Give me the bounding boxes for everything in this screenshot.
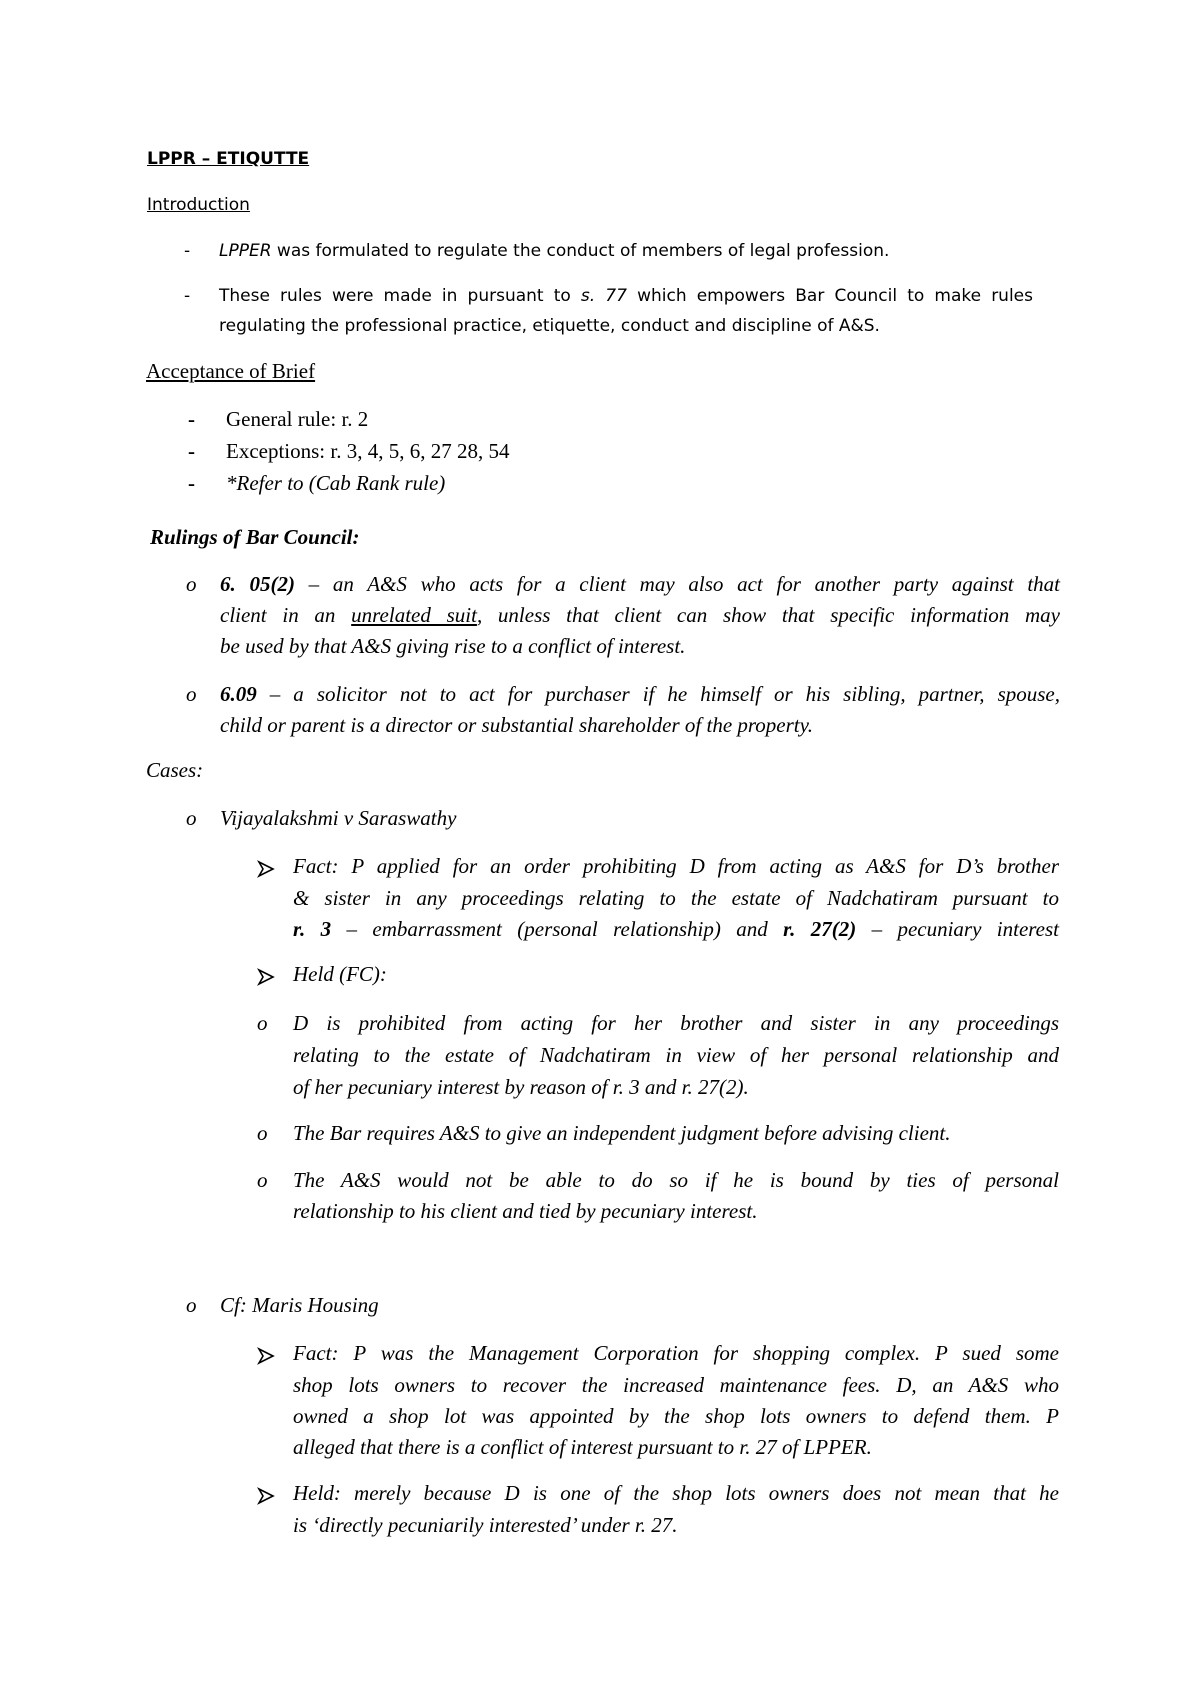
dash-bullet: - bbox=[184, 241, 191, 261]
acceptance-item-2: Exceptions: r. 3, 4, 5, 6, 27 28, 54 bbox=[226, 439, 510, 463]
dash-bullet: - bbox=[188, 407, 195, 431]
circle-bullet: o bbox=[257, 1011, 268, 1035]
circle-bullet: o bbox=[257, 1121, 268, 1145]
case-1-fact-line-1: Fact: P applied for an order prohibiting D from acting as A&S for D’s brother bbox=[293, 854, 1059, 878]
acceptance-item-3: *Refer to (Cab Rank rule) bbox=[226, 471, 446, 495]
circle-bullet: o bbox=[186, 682, 197, 706]
case-1-fact-line-3: r. 3 – embarrassment (personal relationship) and r. 27(2) – pecuniary interest bbox=[293, 917, 1059, 941]
circle-bullet: o bbox=[186, 1293, 197, 1317]
dash-bullet: - bbox=[188, 439, 195, 463]
case-2-name: Cf: Maris Housing bbox=[220, 1293, 379, 1317]
cases-heading: Cases: bbox=[146, 758, 204, 782]
case-2-held-line-2: is ‘directly pecuniarily interested’ under r. 27. bbox=[293, 1513, 678, 1537]
ruling-1-number: 6. 05(2) bbox=[220, 572, 295, 596]
ruling-1-line-2: client in an unrelated suit, unless that client can show that specific information may bbox=[220, 603, 1060, 627]
intro-bullet-2-line-1: These rules were made in pursuant to s. 77 which empowers Bar Council to make rules bbox=[219, 286, 1034, 306]
intro-bullet-2-line-2: regulating the professional practice, etiquette, conduct and discipline of A&S. bbox=[219, 316, 880, 336]
case-1-held-point-3-line-1: The A&S would not be able to do so if he is bound by ties of personal bbox=[293, 1168, 1059, 1192]
case-2-fact-line-3: owned a shop lot was appointed by the shop lots owners to defend them. P bbox=[293, 1404, 1059, 1428]
ruling-2-line-1: 6.09 – a solicitor not to act for purchaser if he himself or his sibling, partner, spouse, bbox=[220, 682, 1060, 706]
case-1-held: Held (FC): bbox=[293, 962, 387, 986]
intro-heading: Introduction bbox=[147, 195, 250, 215]
case-1-held-point-2: The Bar requires A&S to give an independent judgment before advising client. bbox=[293, 1121, 951, 1145]
acceptance-item-1: General rule: r. 2 bbox=[226, 407, 369, 431]
unrelated-suit: unrelated suit bbox=[351, 603, 477, 627]
ruling-2-line-2: child or parent is a director or substantial shareholder of the property. bbox=[220, 713, 814, 737]
case-2-fact-line-2: shop lots owners to recover the increased maintenance fees. D, an A&S who bbox=[293, 1373, 1059, 1397]
case-1-held-point-3-line-2: relationship to his client and tied by pecuniary interest. bbox=[293, 1199, 758, 1223]
acceptance-heading: Acceptance of Brief bbox=[146, 359, 316, 383]
lpper-term: LPPER bbox=[219, 241, 272, 261]
circle-bullet: o bbox=[186, 806, 197, 830]
circle-bullet: o bbox=[186, 572, 197, 596]
rulings-heading: Rulings of Bar Council: bbox=[150, 525, 360, 549]
ruling-1-line-3: be used by that A&S giving rise to a conflict of interest. bbox=[220, 634, 686, 658]
case-1-fact-line-2: & sister in any proceedings relating to the estate of Nadchatiram pursuant to bbox=[293, 886, 1059, 910]
case-2-fact-line-4: alleged that there is a conflict of interest pursuant to r. 27 of LPPER. bbox=[293, 1435, 872, 1459]
case-1-held-point-1-line-3: of her pecuniary interest by reason of r. 3 and r. 27(2). bbox=[293, 1075, 749, 1099]
case-1-held-point-1-line-2: relating to the estate of Nadchatiram in view of her personal relationship and bbox=[293, 1043, 1059, 1067]
arrow-bullet-icon bbox=[257, 1487, 275, 1505]
circle-bullet: o bbox=[257, 1168, 268, 1192]
case-1-name: Vijayalakshmi v Saraswathy bbox=[220, 806, 457, 830]
ruling-2-number: 6.09 bbox=[220, 682, 257, 706]
document-title: LPPR – ETIQUTTE bbox=[147, 149, 310, 169]
intro-bullet-1: LPPER was formulated to regulate the conduct of members of legal profession. bbox=[219, 241, 890, 261]
dash-bullet: - bbox=[184, 286, 191, 306]
case-2-fact-line-1: Fact: P was the Management Corporation for shopping complex. P sued some bbox=[293, 1341, 1059, 1365]
case-1-held-point-1-line-1: D is prohibited from acting for her brother and sister in any proceedings bbox=[293, 1011, 1059, 1035]
arrow-bullet-icon bbox=[257, 1347, 275, 1365]
arrow-bullet-icon bbox=[257, 860, 275, 878]
arrow-bullet-icon bbox=[257, 968, 275, 986]
ruling-1-line-1: 6. 05(2) – an A&S who acts for a client may also act for another party against that bbox=[220, 572, 1060, 596]
dash-bullet: - bbox=[188, 471, 195, 495]
case-2-held-line-1: Held: merely because D is one of the shop lots owners does not mean that he bbox=[293, 1481, 1059, 1505]
